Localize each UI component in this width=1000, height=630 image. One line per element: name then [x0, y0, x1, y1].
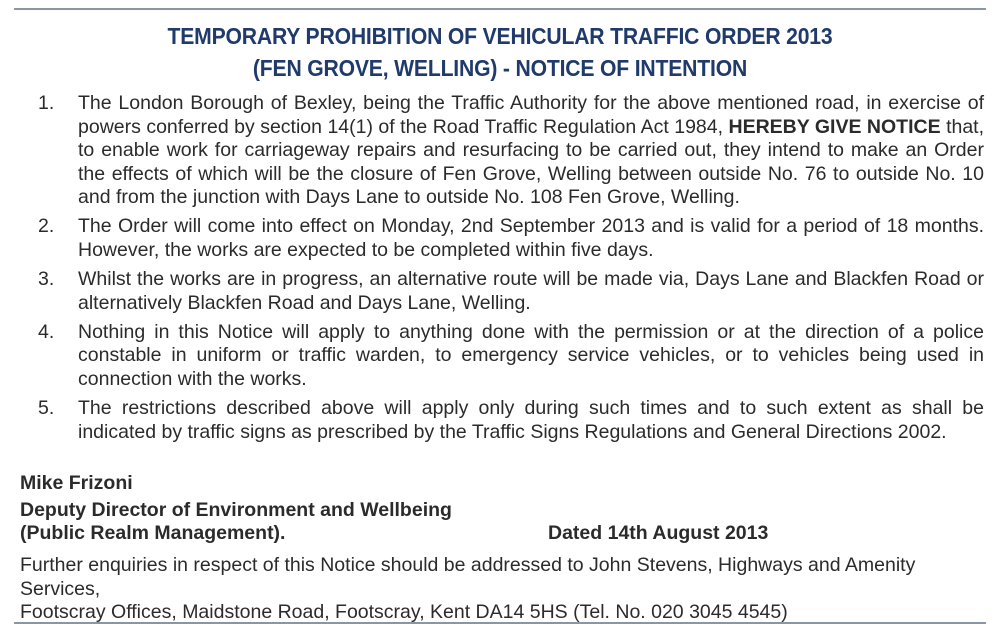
notice-body	[0, 92, 1000, 450]
signature-block	[20, 472, 980, 546]
notice-item-1	[0, 92, 1000, 210]
signatory-department: (Public Realm Management).	[20, 522, 286, 545]
footer-line-2: Footscray Offices, Maidstone Road, Footscray, Kent DA14 5HS (Tel. No. 020 3045 4545)	[20, 601, 788, 624]
title-line-2: (FEN GROVE, WELLING) - NOTICE OF INTENTION	[252, 55, 748, 81]
bottom-divider	[14, 622, 986, 624]
item-number: 1.	[38, 92, 55, 114]
item-bold-text: HEREBY GIVE NOTICE	[728, 115, 941, 138]
notice-date: Dated 14th August 2013	[548, 522, 769, 545]
footer-line-1: Further enquiries in respect of this Notice should be addressed to John Stevens, Highways and Amenity Services,	[20, 554, 916, 600]
notice-item-5	[0, 397, 1000, 444]
item-number: 5.	[38, 397, 55, 420]
signatory-title: Deputy Director of Environment and Wellbeing	[20, 498, 452, 521]
item-text: The London Borough of Bexley, being the Traffic Authority for the above mentioned road, in exercise of powers conferred by section 14(1) of the Road Traffic Regulation Act 1984,	[78, 92, 984, 138]
item-text: Nothing in this Notice will apply to anything done with the permission or at the direction of a police constable in uniform or traffic warden, to emergency service vehicles, or to vehicles being used in connection with the works.	[78, 320, 984, 391]
item-text: The Order will come into effect on Monday, 2nd September 2013 and is valid for a period of 18 months. However, the works are expected to be completed within five days.	[78, 215, 984, 262]
notice-item-4	[0, 321, 1000, 392]
item-text-continued: that, to enable work for carriageway repairs and resurfacing to be carried out, they intend to make an Order the effects of which will be the closure of Fen Grove, Welling between outside No. 76 to outside No. 10 and from the junction with Days Lane to outside No. 108 Fen Grove, Welling.	[78, 115, 985, 209]
notice-item-2	[0, 215, 1000, 262]
signatory-department-row	[20, 522, 980, 546]
top-divider	[14, 8, 986, 10]
item-number: 4.	[38, 320, 55, 343]
item-text: Whilst the works are in progress, an alternative route will be made via, Days Lane and Blackfen Road or alternatively Blackfen Road and Days Lane, Welling.	[78, 268, 984, 314]
title-line-1: TEMPORARY PROHIBITION OF VEHICULAR TRAFFIC ORDER 2013	[167, 23, 833, 49]
notice-footer	[20, 554, 980, 625]
item-number: 3.	[38, 268, 55, 291]
item-text: The restrictions described above will apply only during such times and to such extent as shall be indicated by traffic signs as prescribed by the Traffic Signs Regulations and General Directions 2002.	[78, 397, 984, 443]
notice-item-3	[0, 268, 1000, 315]
item-number: 2.	[38, 215, 55, 238]
signatory-name: Mike Frizoni	[20, 472, 133, 494]
notice-title	[50, 20, 950, 84]
